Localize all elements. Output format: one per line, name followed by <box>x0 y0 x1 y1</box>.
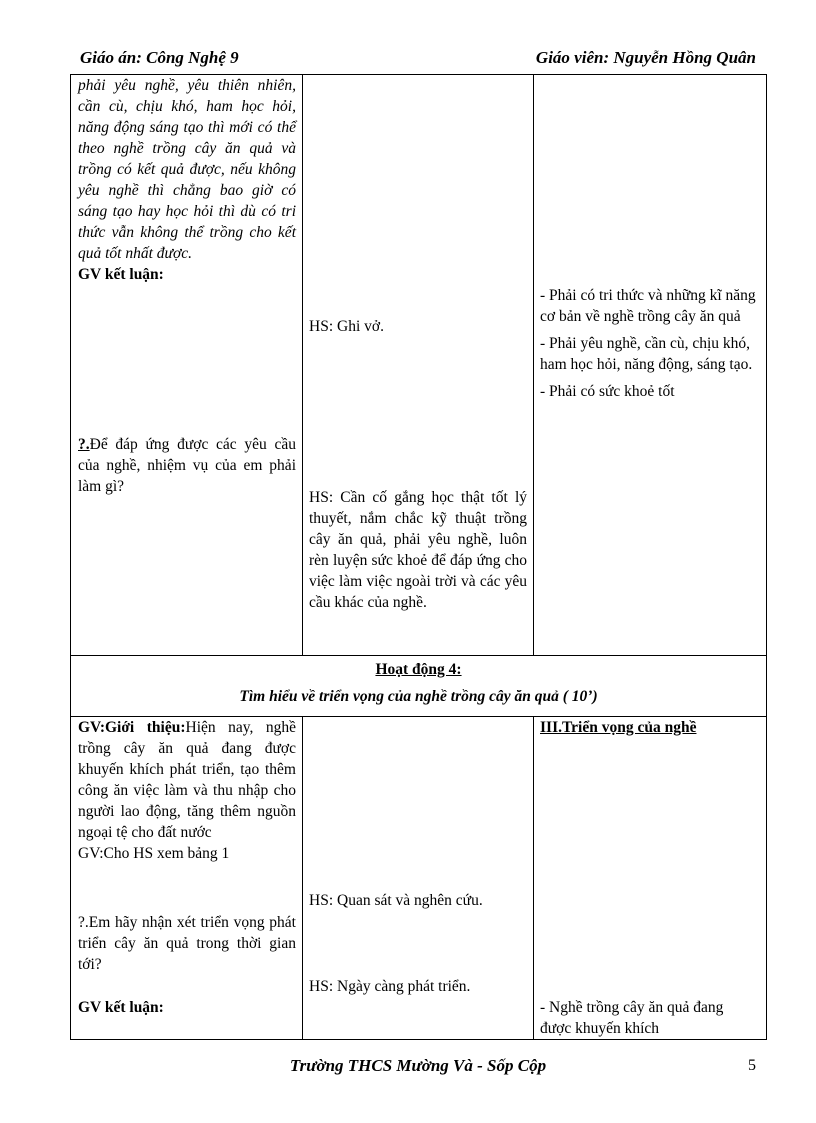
question-mark: ?. <box>78 436 90 453</box>
activity-subtitle: Tìm hiểu về triển vọng của nghề trồng cây ăn quả ( 10’) <box>239 688 598 705</box>
row2-student-observe <box>309 890 531 911</box>
row1-question <box>78 434 296 497</box>
student-note-text: HS: Ghi vở. <box>309 318 384 335</box>
student-answer-text: HS: Cần cố gắng học thật tốt lý thuyết, nắm chắc kỹ thuật trồng cây ăn quả, phải yêu nghề, luôn rèn luyện sức khoẻ để đáp ứng cho việc làm việc ngoài trời và các yêu cầu khác của nghề. <box>309 489 527 611</box>
explanation-text: phải yêu nghề, yêu thiên nhiên, cần cù, chịu khó, ham học hỏi, năng động sáng tạo thì mới có thể theo nghề trồng cây ăn quả và trồng có kết quả được, nếu không yêu nghề thì chẳng bao giờ có sáng tạo hay học hỏi thì dù có tri thức vẫn không thể trồng cho kết quả tốt nhất được. <box>78 77 296 262</box>
table-left-border <box>70 74 71 1040</box>
student-observe-text: HS: Quan sát và nghên cứu. <box>309 892 483 909</box>
question-text: Để đáp ứng được các yêu cầu của nghề, nhiệm vụ của em phải làm gì? <box>78 436 296 495</box>
row2-conclusion <box>78 997 296 1018</box>
question-text-2: ?.Em hãy nhận xét triển vọng phát triển cây ăn quả trong thời gian tới? <box>78 914 296 973</box>
prospect-text: - Nghề trồng cây ăn quả đang được khuyến khích <box>540 999 724 1037</box>
row1-student-note <box>309 316 527 337</box>
row2-content <box>540 997 758 1039</box>
intro-text: Hiện nay, nghề trồng cây ăn quả đang được khuyến khích phát triển, tạo thêm công ăn việc làm và thu nhập cho người lao động, tăng thêm nguồn ngoại tệ cho đất nước <box>78 719 296 841</box>
row2-heading <box>540 717 762 738</box>
row2-col-divider-2 <box>533 716 534 1039</box>
activity-header <box>71 659 766 707</box>
table-right-border <box>766 74 767 1040</box>
activity-title: Hoạt động 4: <box>375 661 462 678</box>
student-answer-text-2: HS: Ngày càng phát triển. <box>309 978 471 995</box>
teacher-conclusion-label-2: GV kết luận: <box>78 999 164 1016</box>
row1-bottom-border <box>70 655 766 656</box>
row1-teacher-column <box>78 75 296 285</box>
table-bottom-border <box>70 1039 766 1040</box>
requirement-item: - Phải có sức khoẻ tốt <box>540 383 675 400</box>
section-heading: III.Triển vọng của nghề <box>540 719 697 736</box>
row2-student-answer <box>309 976 527 997</box>
row1-content-column <box>540 285 758 402</box>
row2-col-divider-1 <box>302 716 303 1039</box>
requirement-item: - Phải có tri thức và những kĩ năng cơ bản về nghề trồng cây ăn quả <box>540 287 756 325</box>
intro-label: GV:Giới thiệu: <box>78 719 186 736</box>
page-number: 5 <box>748 1057 756 1074</box>
requirement-item: - Phải yêu nghề, cần cù, chịu khó, ham học hỏi, năng động, sáng tạo. <box>540 335 753 373</box>
header-teacher: Giáo viên: Nguyễn Hồng Quân <box>535 48 756 67</box>
row1-student-answer <box>309 487 527 613</box>
footer-school: Trường THCS Mường Và - Sốp Cộp <box>289 1056 547 1075</box>
teacher-conclusion-label: GV kết luận: <box>78 266 164 283</box>
header-subject: Giáo án: Công Nghệ 9 <box>80 48 239 67</box>
row1-col-divider-1 <box>302 74 303 655</box>
row2-teacher-column <box>78 717 296 864</box>
show-table-text: GV:Cho HS xem bảng 1 <box>78 845 230 862</box>
row2-question <box>78 912 296 975</box>
row1-col-divider-2 <box>533 74 534 655</box>
